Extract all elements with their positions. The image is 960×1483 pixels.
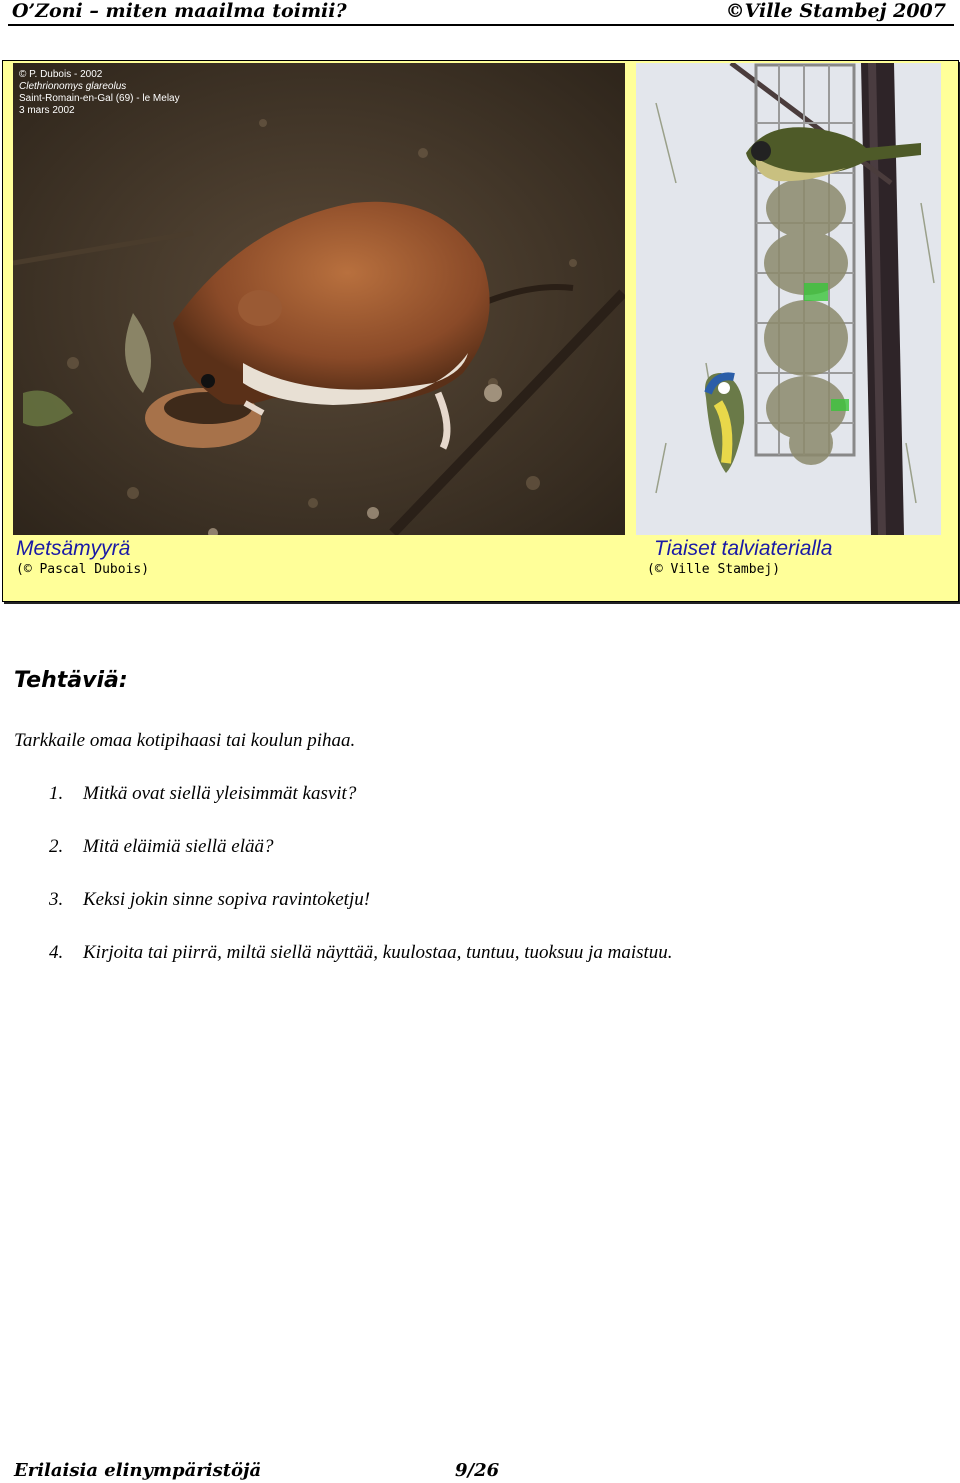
task-number: 1. (49, 783, 64, 804)
footer-title: Erilaisia elinympäristöjä (14, 1460, 262, 1481)
task-text: Kirjoita tai piirrä, miltä siellä näyttää, kuulostaa, tuntuu, tuoksuu ja maistuu. (83, 942, 673, 963)
task-text: Keksi jokin sinne sopiva ravintoketju! (83, 889, 371, 910)
task-item (49, 889, 370, 911)
header-title: O’Zoni – miten maailma toimii? (12, 0, 347, 22)
tasks-intro: Tarkkaile omaa kotipihaasi tai koulun pihaa. (14, 730, 356, 751)
stamp-line: 3 mars 2002 (19, 105, 75, 116)
stamp-line: Saint-Romain-en-Gal (69) - le Melay (19, 93, 180, 104)
page-number: 9/26 (455, 1460, 500, 1481)
task-item (49, 942, 673, 964)
titmice-feeder-photo (636, 63, 941, 535)
tasks-title: Tehtäviä: (14, 668, 128, 693)
task-item (49, 783, 356, 805)
task-number: 3. (49, 889, 64, 910)
task-item (49, 836, 274, 858)
stamp-line: © P. Dubois - 2002 (19, 69, 103, 80)
bank-vole-photo (13, 63, 625, 535)
header-copyright: ©Ville Stambej 2007 (725, 0, 946, 22)
left-photo-credit: (© Pascal Dubois) (16, 562, 150, 577)
stamp-line: Clethrionomys glareolus (19, 81, 127, 92)
header-rule (8, 24, 954, 26)
right-photo-caption: Tiaiset talviaterialla (654, 537, 833, 560)
page-header (0, 0, 960, 24)
task-number: 2. (49, 836, 64, 857)
left-photo-caption: Metsämyyrä (16, 537, 131, 560)
right-photo-credit: (© Ville Stambej) (647, 562, 781, 577)
task-text: Mitkä ovat siellä yleisimmät kasvit? (83, 783, 357, 804)
task-text: Mitä eläimiä siellä elää? (83, 836, 274, 857)
photo-panel (2, 60, 959, 602)
photo-stamp (19, 69, 180, 117)
task-number: 4. (49, 942, 64, 963)
